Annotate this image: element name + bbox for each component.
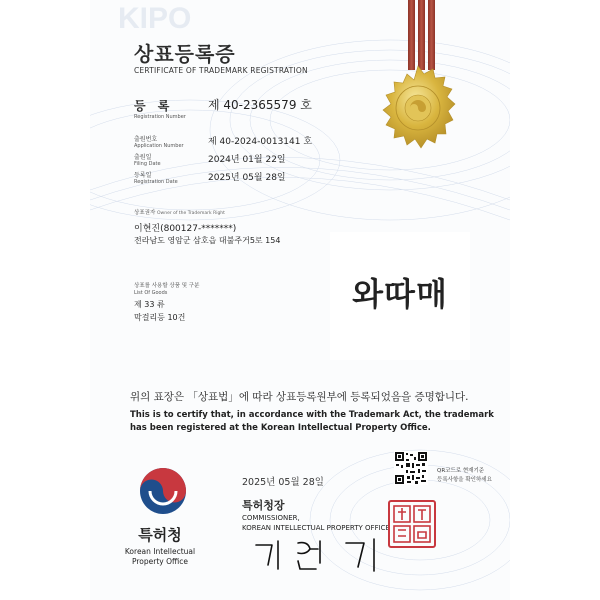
qr-note-line2: 등록사항을 확인하세요 (437, 477, 492, 483)
certificate-title-ko: 상표등록증 (134, 42, 236, 66)
statement-en-line2: has been registered at the Korean Intellectual Property Office. (130, 423, 431, 433)
owner-label-ko: 상표권자 (134, 210, 156, 216)
filing-date-label-en: Filing Date (134, 161, 161, 167)
certificate-page (90, 0, 510, 600)
certificate-title-en: CERTIFICATE OF TRADEMARK REGISTRATION (134, 66, 308, 75)
filing-date-value: 2024년 01월 22일 (208, 155, 286, 165)
goods-item: 막걸리등 10건 (134, 313, 186, 322)
commissioner-en-line1: COMMISSIONER, (242, 514, 300, 522)
registration-label: 등 록 (134, 99, 174, 113)
registration-date-label: 등록일 (134, 172, 152, 179)
kipo-name-ko: 특허청 (138, 526, 182, 544)
statement-en-line1: This is to certify that, in accordance with the Trademark Act, the trademark (130, 410, 494, 420)
trademark-text: 와따매 (352, 275, 448, 313)
goods-class: 제 33 류 (134, 300, 165, 309)
goods-label: 상표를 사용할 상품 및 구분 (134, 283, 200, 289)
owner-address: 전라남도 영암군 삼호읍 대불주거5로 154 (134, 236, 281, 245)
owner-label (134, 208, 225, 216)
application-number-label-en: Application Number (134, 143, 184, 149)
gold-seal-icon (383, 66, 455, 148)
ribbon (408, 0, 415, 70)
issue-date: 2025년 05월 28일 (242, 477, 324, 488)
kipo-logo-icon (138, 466, 188, 516)
commissioner-en-line2: KOREAN INTELLECTUAL PROPERTY OFFICE (242, 524, 390, 532)
goods-label-en: List Of Goods (134, 290, 168, 296)
commissioner-signature (250, 535, 400, 575)
registration-label-en: Registration Number (134, 114, 186, 120)
watermark-text: KIPO (118, 2, 192, 35)
registration-number: 제 40-2365579 호 (208, 98, 312, 112)
kipo-name-en-line2: Property Office (131, 557, 188, 566)
owner-name: 이현진(800127-*******) (134, 224, 237, 234)
commissioner-ko: 특허청장 (242, 499, 285, 512)
trademark-box (330, 232, 470, 360)
registration-date-label-en: Registration Date (134, 179, 178, 185)
filing-date-label: 출원일 (134, 154, 152, 161)
kipo-name-en-line1: Korean Intellectual (124, 547, 196, 556)
qr-note-line1: QR코드로 현재기준 (437, 468, 485, 474)
application-number-label: 출원번호 (134, 136, 158, 143)
qr-code-icon[interactable] (394, 451, 428, 485)
statement-ko: 위의 표장은 「상표법」에 따라 상표등록원부에 등록되었음을 증명합니다. (130, 391, 469, 403)
owner-label-en: Owner of the Trademark Right (157, 211, 225, 216)
registration-date-value: 2025년 05월 28일 (208, 173, 286, 183)
application-number-value: 제 40-2024-0013141 호 (208, 137, 313, 147)
